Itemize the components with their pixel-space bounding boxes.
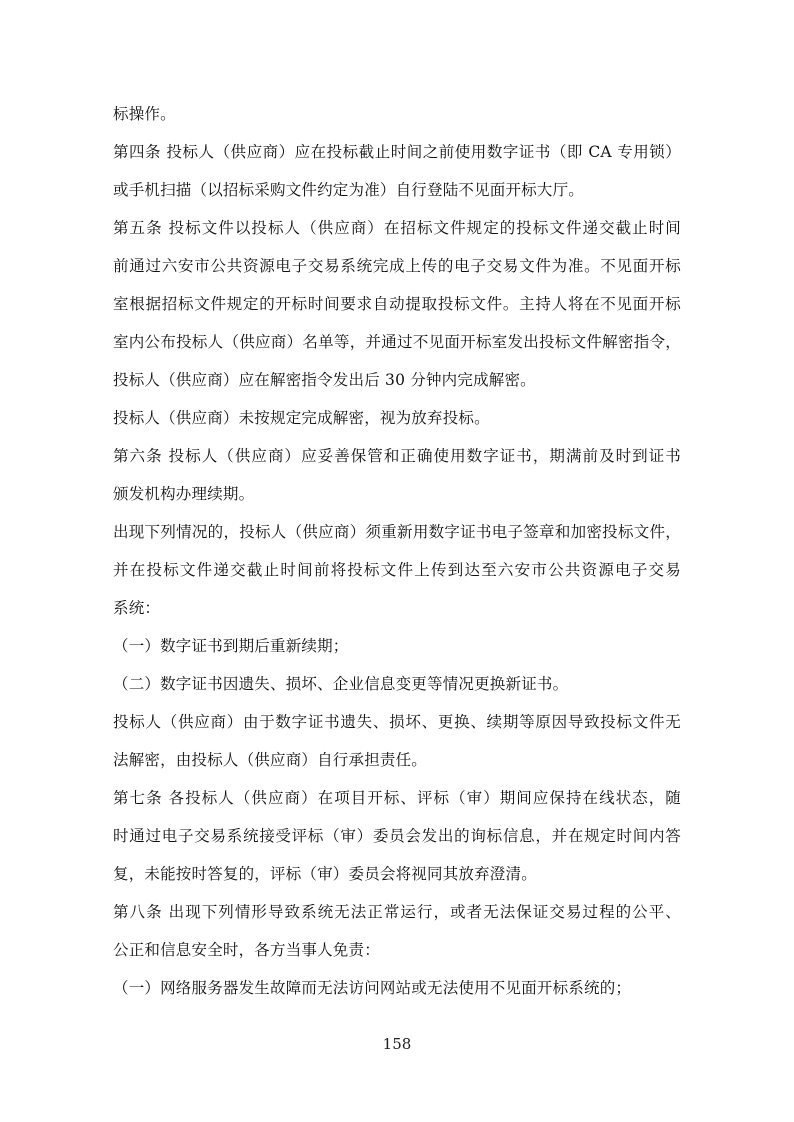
text-line: 出现下列情况的，投标人（供应商）须重新用数字证书电子签章和加密投标文件，	[113, 523, 681, 541]
text-line: 复，未能按时答复的，评标（审）委员会将视同其放弃澄清。	[113, 865, 537, 883]
text-line: （一）数字证书到期后重新续期；	[113, 637, 349, 655]
text-line: 颁发机构办理续期。	[113, 485, 255, 503]
text-line: （一）网络服务器发生故障而无法访问网站或无法使用不见面开标系统的；	[113, 979, 632, 997]
text-line: 公正和信息安全时，各方当事人免责：	[113, 941, 380, 959]
page-number: 158	[382, 1035, 412, 1053]
text-line: 或手机扫描（以招标采购文件约定为准）自行登陆不见面开标大厅。	[113, 181, 585, 199]
text-line: 投标人（供应商）应在解密指令发出后 30 分钟内完成解密。	[113, 371, 536, 389]
text-line: 投标人（供应商）未按规定完成解密，视为放弃投标。	[113, 409, 490, 427]
document-body	[113, 95, 681, 1007]
text-line: （二）数字证书因遗失、损坏、企业信息变更等情况更换新证书。	[113, 675, 569, 693]
text-line: 第五条 投标文件以投标人（供应商）在招标文件规定的投标文件递交截止时间	[113, 219, 681, 237]
text-line: 标操作。	[113, 105, 176, 123]
text-line: 投标人（供应商）由于数字证书遗失、损坏、更换、续期等原因导致投标文件无	[113, 713, 681, 731]
text-line: 第八条 出现下列情形导致系统无法正常运行，或者无法保证交易过程的公平、	[113, 903, 681, 921]
text-line: 前通过六安市公共资源电子交易系统完成上传的电子交易文件为准。不见面开标	[113, 257, 681, 275]
text-line: 时通过电子交易系统接受评标（审）委员会发出的询标信息，并在规定时间内答	[113, 827, 681, 845]
text-line: 第七条 各投标人（供应商）在项目开标、评标（审）期间应保持在线状态，随	[113, 789, 681, 807]
text-line: 系统：	[113, 599, 161, 617]
text-line: 室根据招标文件规定的开标时间要求自动提取投标文件。主持人将在不见面开标	[113, 295, 681, 313]
text-line: 第四条 投标人（供应商）应在投标截止时间之前使用数字证书（即 CA 专用锁）	[113, 143, 681, 161]
text-line: 法解密，由投标人（供应商）自行承担责任。	[113, 751, 428, 769]
text-line: 第六条 投标人（供应商）应妥善保管和正确使用数字证书，期满前及时到证书	[113, 447, 681, 465]
text-line: 并在投标文件递交截止时间前将投标文件上传到达至六安市公共资源电子交易	[113, 561, 681, 579]
text-line: 室内公布投标人（供应商）名单等，并通过不见面开标室发出投标文件解密指令，	[113, 333, 681, 351]
